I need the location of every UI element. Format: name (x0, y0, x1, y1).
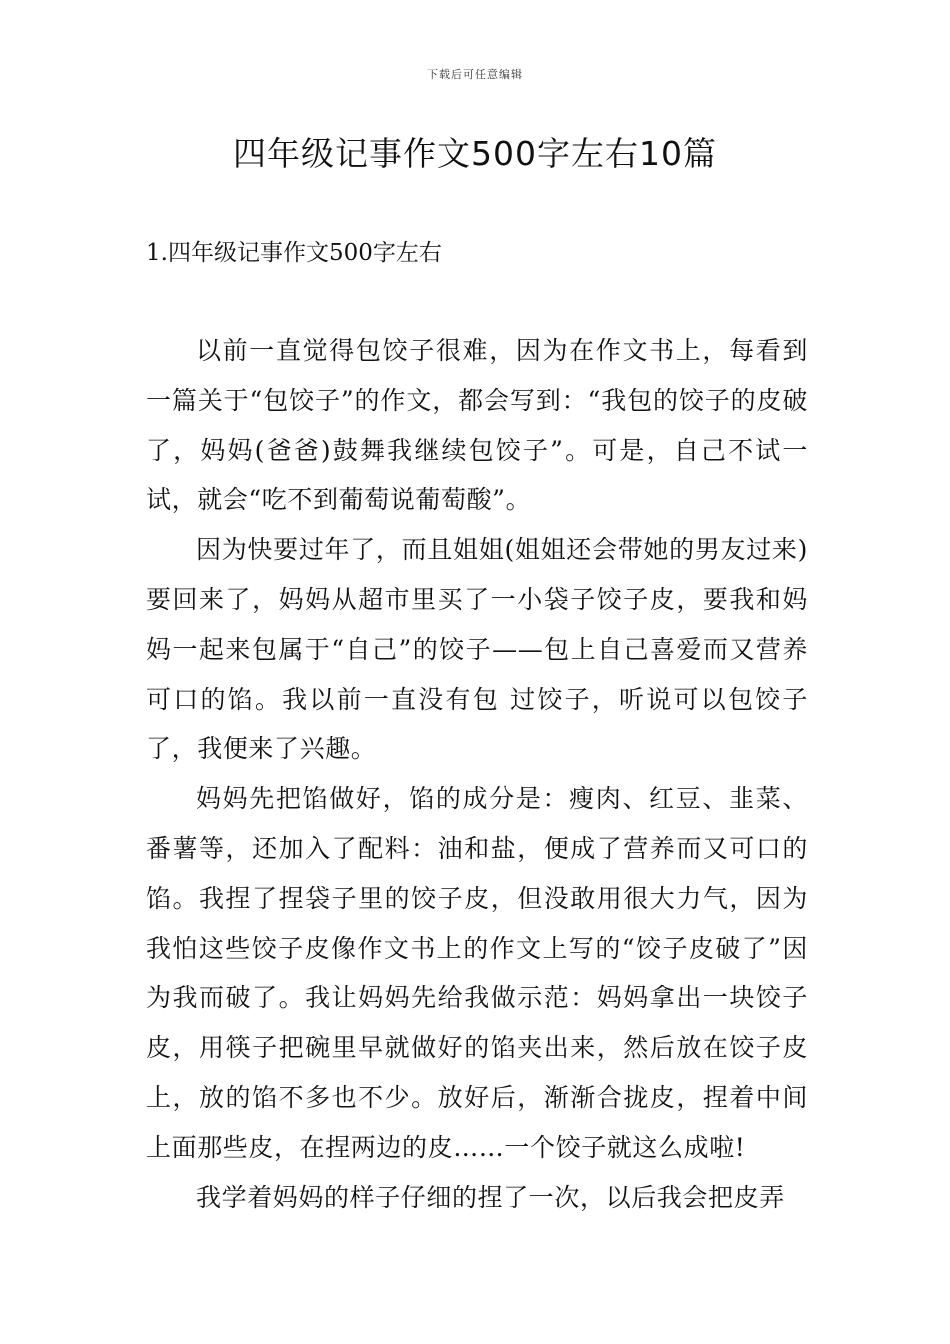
article-body (146, 326, 808, 1222)
document-title: 四年级记事作文500字左右10篇 (233, 134, 717, 173)
header-note: 下载后可任意编辑 (427, 68, 523, 81)
section-heading: 1.四年级记事作文500字左右 (146, 240, 442, 266)
paragraph: 我学着妈妈的样子仔细的捏了一次，以后我会把皮弄 (196, 1182, 785, 1212)
paragraph: 妈妈先把馅做好，馅的成分是：瘦肉、红豆、韭菜、番薯等，还加入了配料：油和盐，便成了营养而又可口的馅。我捏了捏袋子里的饺子皮，但没敢用很大力气，因为我怕这些饺子皮像作文书上的作文上写的“饺子皮破了”因为我而破了。我让妈妈先给我做示范：妈妈拿出一块饺子皮，用筷子把碗里早就做好的馅夹出来，然后放在饺子皮上，放的馅不多也不少。放好后，渐渐合拢皮，捏着中间上面那些皮，在捏两边的皮……一个饺子就这么成啦! (146, 784, 808, 1162)
paragraph: 因为快要过年了，而且姐姐(姐姐还会带她的男友过来)要回来了，妈妈从超市里买了一小袋子饺子皮，要我和妈妈一起来包属于“自己”的饺子——包上自己喜爱而又营养可口的馅。我以前一直没有包 过饺子，听说可以包饺子了，我便来了兴趣。 (146, 535, 808, 764)
paragraph: 以前一直觉得包饺子很难，因为在作文书上，每看到一篇关于“包饺子”的作文，都会写到：“我包的饺子的皮破了，妈妈(爸爸)鼓舞我继续包饺子”。可是，自己不试一试，就会“吃不到葡萄说葡萄酸”。 (146, 336, 808, 515)
